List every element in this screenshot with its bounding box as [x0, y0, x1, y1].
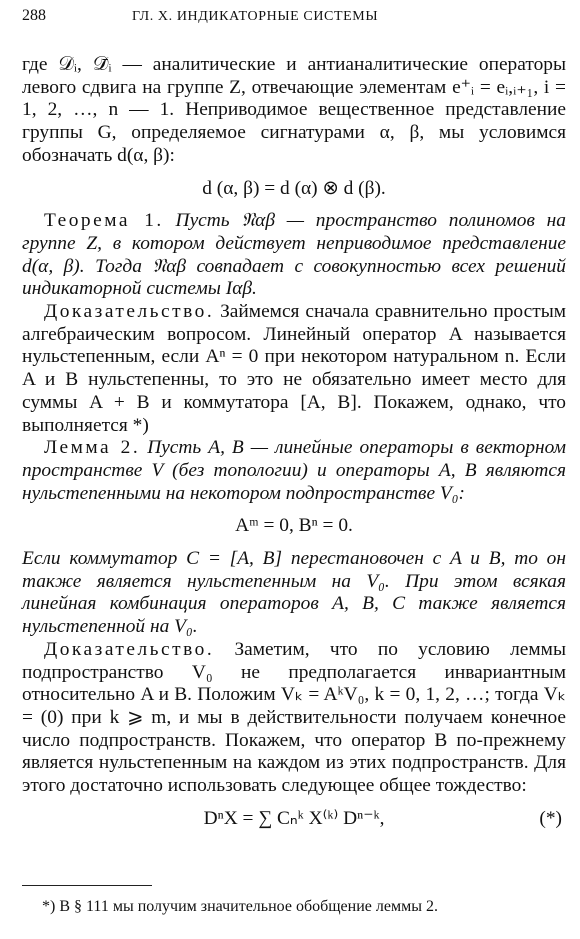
formula-nilpotent: Aᵐ = 0, Bⁿ = 0. — [235, 515, 353, 537]
proof-text: Заметим, что по условию леммы подпространство V₀ не предполагается инвариантным относительно A и B. Положим Vₖ = AᵏV₀, k = 0, 1, 2, …; тогда Vₖ = (0) при k ⩾ m, и мы в действительности получаем конечное число подпространств. Покажем, что оператор B по-прежнему является нульстепенным на каждом из этих подпространств. Для этого достаточно использовать следующее общее тождество: — [22, 638, 566, 797]
paragraph-intro: где 𝒟ᵢ, 𝒟̄ᵢ — аналитические и антианалитические операторы левого сдвига на группе Z, отвечающие элементам e⁺ᵢ = eᵢ,ᵢ₊₁, i = 1, 2, …, n — 1. Неприводимое вещественное представление группы G, определяемое сигнатурами α, β, мы условимся обозначать d(α, β): — [22, 54, 566, 166]
lemma-heading: Лемма 2. — [44, 437, 141, 459]
lemma-2 — [22, 437, 566, 505]
theorem-heading: Теорема 1. — [44, 210, 164, 232]
formula-identity-body: DⁿX = ∑ Cₙᵏ X⁽ᵏ⁾ Dⁿ⁻ᵏ, — [203, 807, 385, 829]
page-number: 288 — [22, 7, 46, 24]
lemma-continuation: Если коммутатор C = [A, B] перестановочен с A и B, то он также является нульстепенным на V₀. При этом всякая линейная комбинация операторов A, B, C также является нульстепенной на V₀. — [22, 548, 566, 638]
theorem-statement: Пусть 𝔑αβ — пространство полиномов на группе Z, в котором действует неприводимое представление d(α, β). Тогда 𝔑αβ совпадает с совокупностью всех решений индикаторной системы Iαβ. — [22, 210, 566, 300]
proof-text: Займемся сначала сравнительно простым алгебраическим вопросом. Линейный оператор A называется нульстепенным, если Aⁿ = 0 при некотором натуральном n. Если A и B нульстепенны, то это не обязательно имеет место для суммы A + B и коммутатора [A, B]. Покажем, однако, что выполняется *) — [22, 301, 566, 436]
running-title: ГЛ. X. ИНДИКАТОРНЫЕ СИСТЕМЫ — [132, 9, 379, 24]
proof-heading: Доказательство. — [44, 638, 215, 660]
formula-tag: (*) — [539, 807, 562, 829]
lemma-statement: Пусть A, B — линейные операторы в векторном пространстве V (без топологии) и операторы A, B являются нульстепенными на некотором подпространстве V₀: — [22, 437, 566, 504]
footnote-divider — [22, 885, 152, 886]
formula-identity — [22, 808, 566, 831]
proof-heading: Доказательство. — [44, 301, 215, 323]
proof-2 — [22, 639, 566, 798]
theorem-1 — [22, 210, 566, 301]
page-body — [22, 54, 566, 843]
proof-1 — [22, 301, 566, 437]
formula-representation: d (α, β) = d (α) ⊗ d (β). — [202, 177, 386, 199]
page-header — [22, 7, 558, 29]
footnote: *) В § 111 мы получим значительное обобщение леммы 2. — [42, 898, 438, 915]
